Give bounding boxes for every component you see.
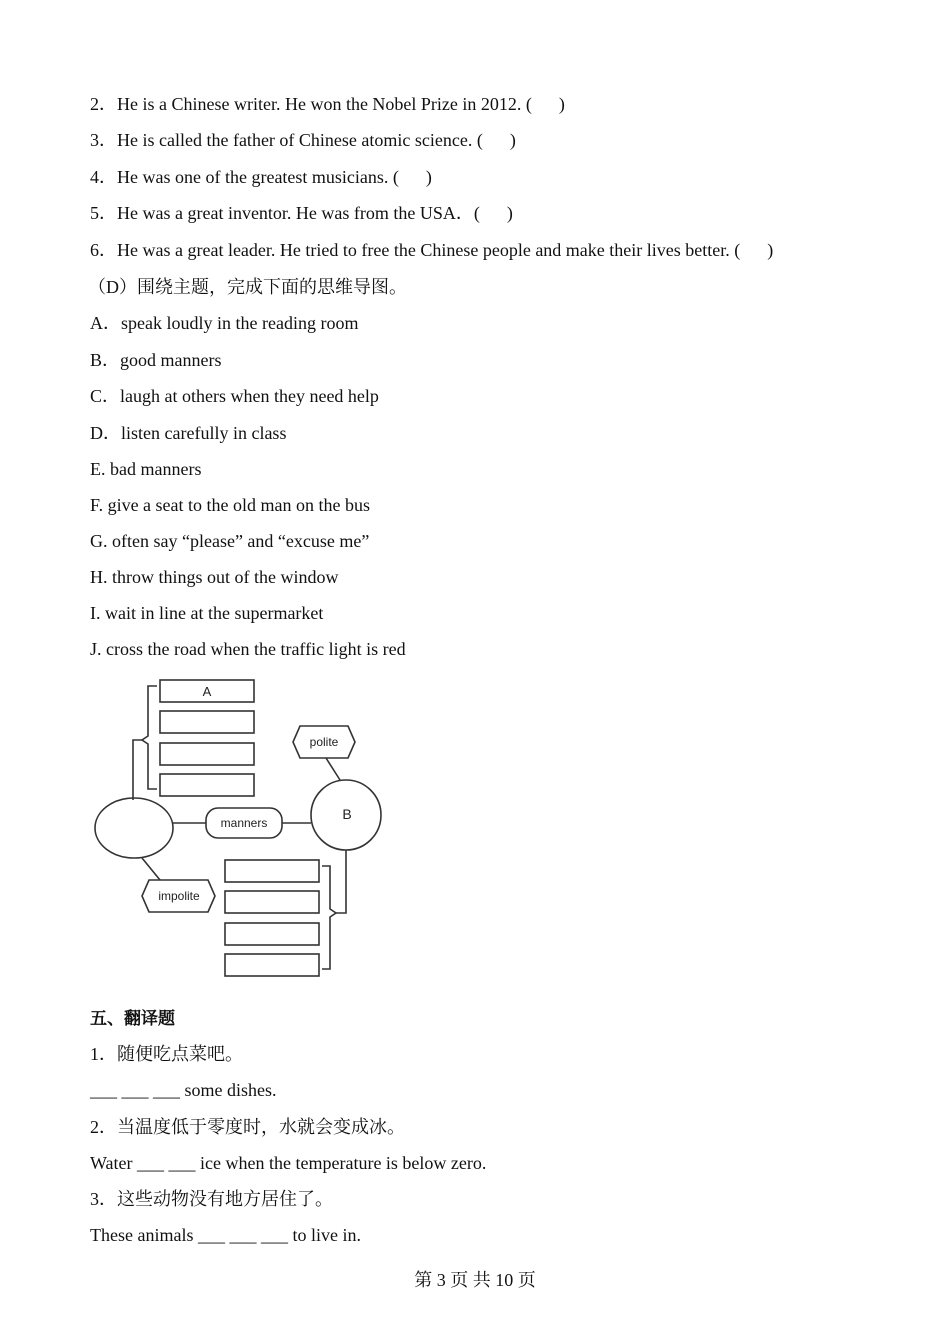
option-i: I. wait in line at the supermarket (90, 603, 324, 623)
question-5: 5．He was a great inventor. He was from the USA．( ) (90, 203, 513, 223)
left-brace (142, 686, 157, 789)
mindmap-box-7 (225, 923, 319, 945)
mindmap-box-3 (160, 743, 254, 765)
mindmap-box-4 (160, 774, 254, 796)
section-d-instruction: （D）围绕主题，完成下面的思维导图。 (88, 277, 407, 297)
question-6: 6．He was a great leader. He tried to free the Chinese people and make their lives better. ( ) (90, 240, 774, 260)
b-connector (336, 850, 346, 913)
mindmap-left-circle (95, 798, 173, 858)
mindmap-label-polite: polite (309, 735, 339, 749)
translation-1-cn: 1．随便吃点菜吧。 (90, 1044, 243, 1064)
option-d: D．listen carefully in class (90, 423, 287, 443)
mind-map-diagram (88, 676, 388, 986)
option-e: E. bad manners (90, 459, 202, 479)
mindmap-label-a: A (202, 684, 212, 699)
mindmap-label-b: B (342, 806, 352, 822)
option-g: G. often say “please” and “excuse me” (90, 531, 370, 551)
mindmap-box-5 (225, 860, 319, 882)
mindmap-box-2 (160, 711, 254, 733)
translation-3-cn: 3．这些动物没有地方居住了。 (90, 1189, 333, 1209)
brace-connector (133, 740, 142, 800)
translation-1-en: ___ ___ ___ some dishes. (90, 1080, 277, 1100)
question-4: 4．He was one of the greatest musicians. ( ) (90, 167, 432, 187)
option-f: F. give a seat to the old man on the bus (90, 495, 371, 515)
page-footer: 第 3 页 共 10 页 (414, 1270, 536, 1290)
translation-2-en: Water ___ ___ ice when the temperature is below zero. (90, 1153, 487, 1173)
question-2: 2．He is a Chinese writer. He won the Nobel Prize in 2012. ( ) (90, 94, 565, 114)
option-a: A．speak loudly in the reading room (90, 313, 359, 333)
mindmap-label-impolite: impolite (158, 889, 200, 903)
mindmap-box-6 (225, 891, 319, 913)
right-brace (322, 866, 336, 969)
mindmap-box-8 (225, 954, 319, 976)
option-j: J. cross the road when the traffic light is red (90, 639, 406, 659)
question-3: 3．He is called the father of Chinese atomic science. ( ) (90, 130, 516, 150)
translation-3-en: These animals ___ ___ ___ to live in. (90, 1225, 361, 1245)
option-b: B．good manners (90, 350, 222, 370)
mindmap-label-manners: manners (220, 816, 268, 830)
translation-2-cn: 2．当温度低于零度时，水就会变成冰。 (90, 1117, 405, 1137)
option-c: C．laugh at others when they need help (90, 386, 379, 406)
section-title: 五、翻译题 (90, 1009, 175, 1029)
option-h: H. throw things out of the window (90, 567, 339, 587)
